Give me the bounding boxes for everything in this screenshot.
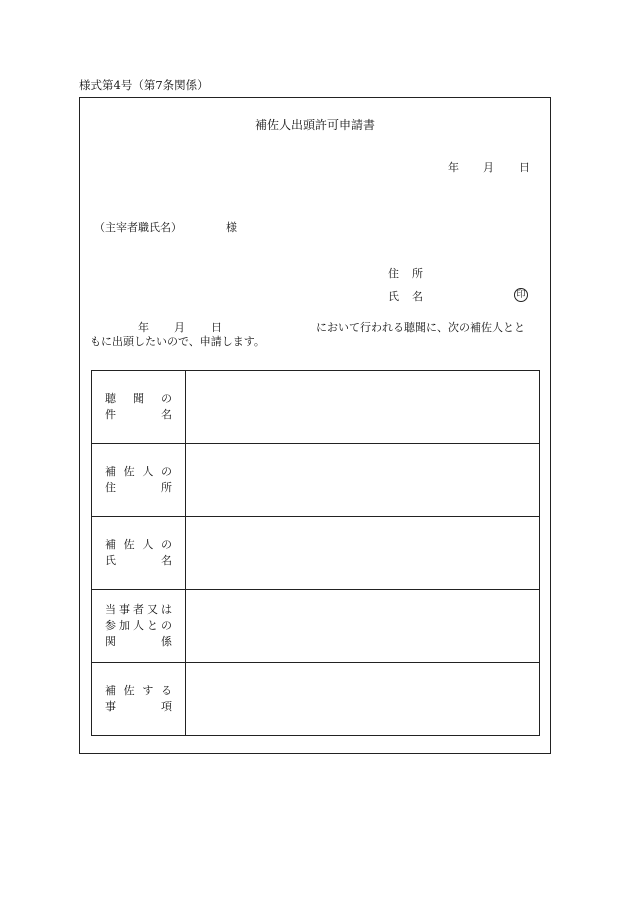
field-label-line [105, 407, 172, 423]
field-label-line [105, 480, 172, 496]
field-label-char: 人 [133, 619, 144, 632]
field-label-char: 佐 [123, 465, 135, 478]
field-row [92, 371, 540, 444]
application-form [79, 97, 551, 754]
field-label-char: 名 [161, 554, 172, 567]
field-label-line [105, 464, 172, 480]
address-label-char: 住 [388, 267, 399, 280]
field-label-char: 聴 [105, 392, 116, 405]
form-number-label: 様式第4号（第7条関係） [79, 78, 209, 92]
field-label-char: 氏 [105, 554, 116, 567]
field-label-char: 聞 [133, 392, 144, 405]
field-label-char: る [160, 684, 172, 697]
field-label-cell [92, 371, 186, 444]
field-label-char: 所 [161, 481, 172, 494]
field-label-char: は [161, 603, 172, 616]
field-label-char: 加 [119, 619, 130, 632]
field-label-line [105, 634, 172, 650]
field-value-cell[interactable] [186, 444, 540, 517]
field-label-char: 佐 [123, 684, 135, 697]
field-label-char: 参 [105, 619, 116, 632]
field-label-char: 係 [161, 635, 172, 648]
field-label-cell [92, 590, 186, 663]
field-label-char: 項 [161, 700, 172, 713]
field-label-cell [92, 663, 186, 736]
field-label-char: 事 [105, 700, 116, 713]
field-label-char: の [160, 465, 172, 478]
honorific: 様 [226, 221, 237, 234]
field-label-char: 住 [105, 481, 116, 494]
field-value-cell[interactable] [186, 517, 540, 590]
hearing-month-label: 月 [174, 321, 185, 334]
fields-table [91, 370, 540, 736]
field-label-line [105, 391, 172, 407]
addressee-placeholder: （主宰者職氏名） [94, 221, 182, 234]
field-label-line [105, 537, 172, 553]
field-label-char: の [161, 392, 172, 405]
field-label-char: 又 [147, 603, 158, 616]
field-label-char: 当 [105, 603, 116, 616]
field-row [92, 590, 540, 663]
hearing-day-label: 日 [211, 321, 222, 334]
field-value-cell[interactable] [186, 371, 540, 444]
address-label-char: 所 [412, 267, 423, 280]
body-text-line-1: において行われる聴聞に、次の補佐人とと [316, 321, 525, 334]
field-label-cell [92, 444, 186, 517]
field-label-cell [92, 517, 186, 590]
form-title: 補佐人出頭許可申請書 [254, 118, 375, 132]
field-label-char: 関 [105, 635, 116, 648]
name-label-char: 氏 [388, 290, 399, 303]
field-label-char: す [142, 684, 154, 697]
field-label-char: 人 [142, 538, 154, 551]
field-row [92, 444, 540, 517]
name-label-char: 名 [412, 290, 423, 303]
hearing-year-label: 年 [138, 321, 149, 334]
date-day-label: 日 [519, 161, 530, 174]
field-label-char: と [147, 619, 158, 632]
date-year-label: 年 [448, 161, 459, 174]
field-label-line [105, 618, 172, 634]
field-value-cell[interactable] [186, 663, 540, 736]
field-label-char: 人 [142, 465, 154, 478]
field-label-char: 事 [119, 603, 130, 616]
date-month-label: 月 [483, 161, 494, 174]
seal-mark: 印 [514, 288, 528, 302]
field-row [92, 517, 540, 590]
field-label-char: 補 [105, 538, 116, 551]
field-label-char: 者 [133, 603, 144, 616]
field-row [92, 663, 540, 736]
field-label-char: 件 [105, 408, 116, 421]
field-label-char: の [160, 538, 172, 551]
field-label-line [105, 683, 172, 699]
field-value-cell[interactable] [186, 590, 540, 663]
field-label-char: 名 [161, 408, 172, 421]
field-label-char: 補 [105, 684, 116, 697]
body-text-line-2: もに出頭したいので、申請します。 [90, 335, 265, 348]
field-label-char: の [161, 619, 172, 632]
field-label-line [105, 553, 172, 569]
field-label-char: 佐 [123, 538, 135, 551]
field-label-line [105, 699, 172, 715]
field-label-char: 補 [105, 465, 116, 478]
field-label-line [105, 602, 172, 618]
